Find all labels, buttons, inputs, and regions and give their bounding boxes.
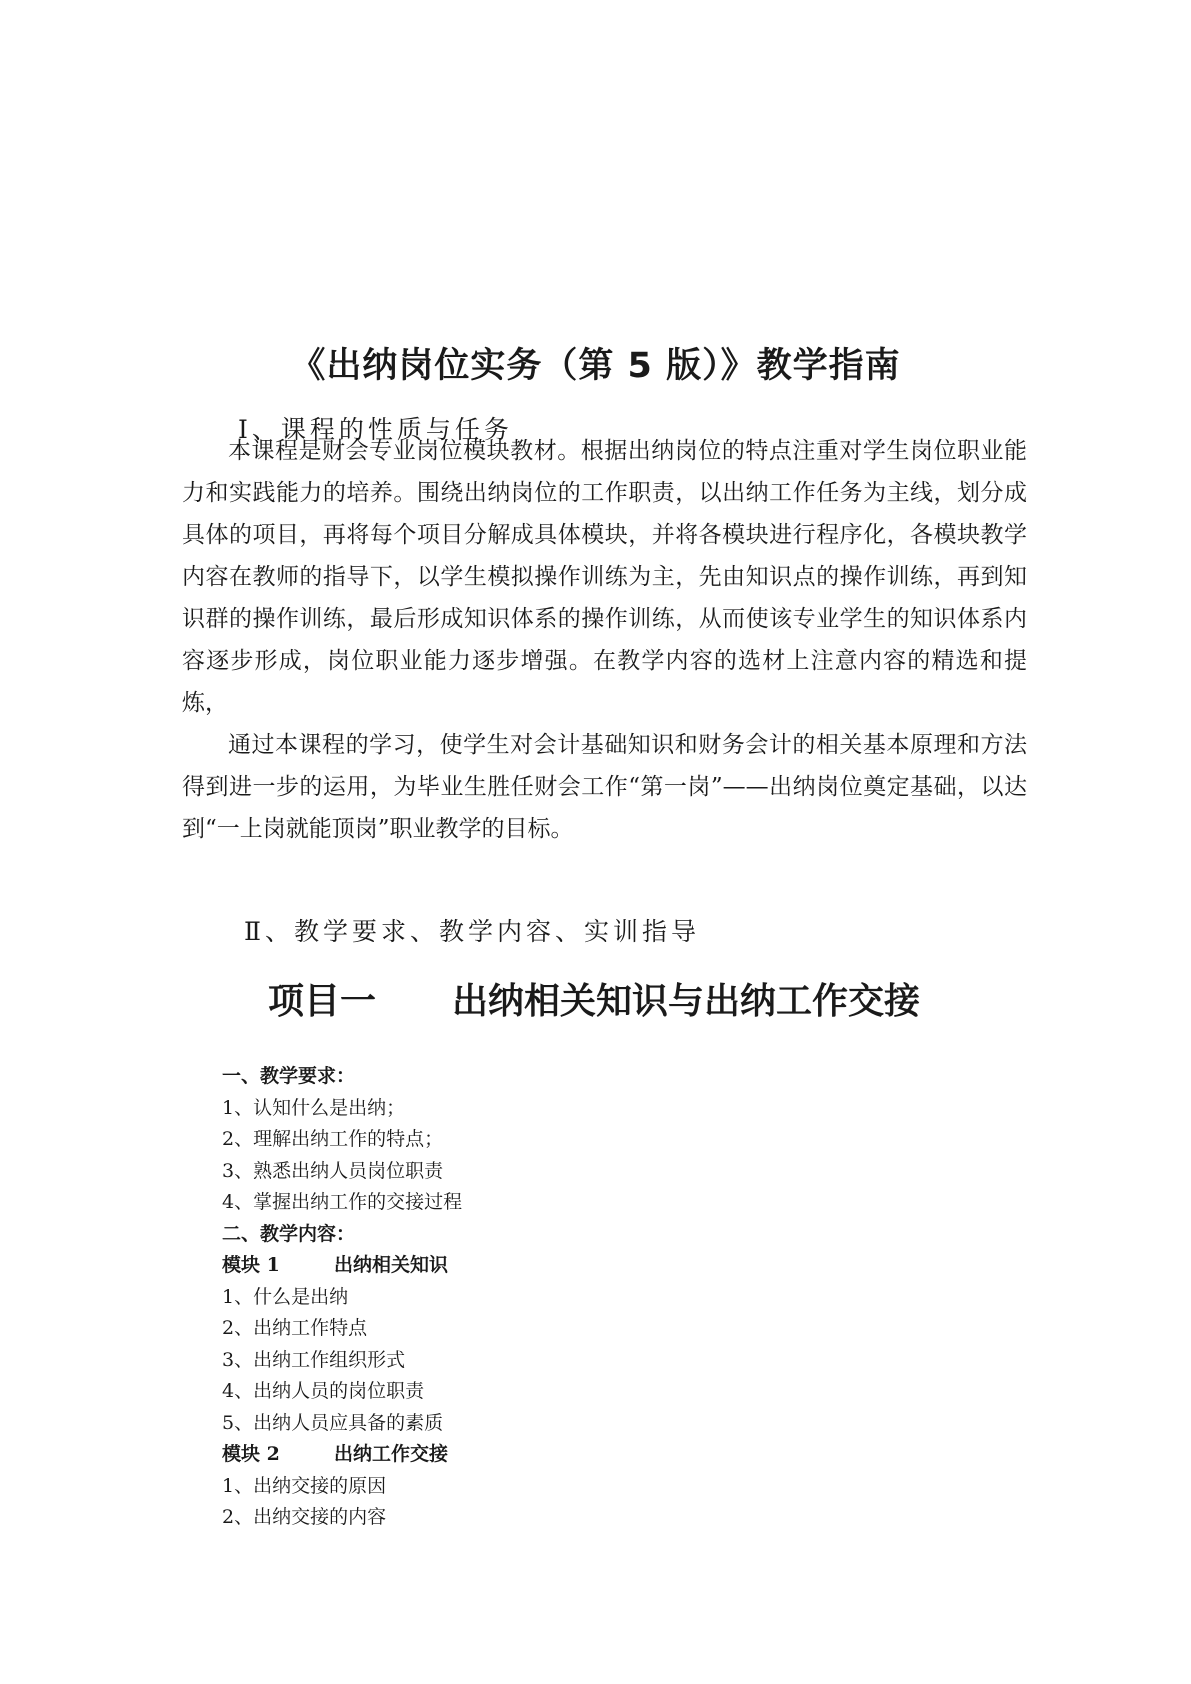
document-title: 《出纳岗位实务（第 5 版）》教学指南 — [290, 346, 901, 386]
project-name: 出纳相关知识与出纳工作交接 — [452, 981, 921, 1022]
list-item: 5、出纳人员应具备的素质 — [222, 1411, 444, 1434]
module-name: 出纳工作交接 — [334, 1443, 449, 1465]
list-item: 2、出纳工作特点 — [222, 1317, 368, 1339]
requirements-heading: 一、教学要求： — [222, 1065, 356, 1087]
list-item: 2、理解出纳工作的特点； — [222, 1128, 444, 1150]
list-item: 2、出纳交接的内容 — [222, 1506, 387, 1528]
paragraph: 本课程是财会专业岗位模块教材。根据出纳岗位的特点注重对学生岗位职业能力和实践能力的培养。围绕出纳岗位的工作职责，以出纳工作任务为主线，划分成具体的项目，再将每个项目分解成具体模块，并将各模块进行程序化，各模块教学内容在教师的指导下，以学生模拟操作训练为主，先由知识点的操作训练，再到知识群的操作训练，最后形成知识体系的操作训练，从而使该专业学生的知识体系内容逐步形成，岗位职业能力逐步增强。在教学内容的选材上注意内容的精选和提炼， — [182, 438, 1027, 716]
list-item: 1、出纳交接的原因 — [222, 1474, 387, 1497]
module-number: 模块 1 — [222, 1254, 280, 1276]
module-number: 模块 2 — [222, 1443, 280, 1465]
outline — [222, 1061, 462, 1534]
project-label: 项目一 — [268, 981, 377, 1022]
course-description — [182, 430, 1027, 850]
section-heading-course-nature: Ⅰ、课程的性质与任务 — [238, 415, 513, 444]
list-item: 3、出纳工作组织形式 — [222, 1348, 406, 1371]
list-item: 1、认知什么是出纳； — [222, 1096, 406, 1119]
module-heading — [222, 1250, 462, 1282]
module-heading — [222, 1439, 462, 1471]
paragraph: 通过本课程的学习，使学生对会计基础知识和财务会计的相关基本原理和方法得到进一步的运用，为毕业生胜任财会工作“第一岗”——出纳岗位奠定基础，以达到“一上岗就能顶岗”职业教学的目标。 — [182, 732, 1027, 842]
list-item: 3、熟悉出纳人员岗位职责 — [222, 1159, 444, 1182]
list-item: 4、掌握出纳工作的交接过程 — [222, 1191, 463, 1213]
project-title — [268, 973, 920, 1024]
list-item: 1、什么是出纳 — [222, 1285, 349, 1308]
module-name: 出纳相关知识 — [334, 1254, 449, 1276]
content-heading: 二、教学内容： — [222, 1222, 356, 1245]
list-item: 4、出纳人员的岗位职责 — [222, 1380, 425, 1402]
section-heading-teaching-requirements: Ⅱ、教学要求、教学内容、实训指导 — [244, 917, 700, 946]
